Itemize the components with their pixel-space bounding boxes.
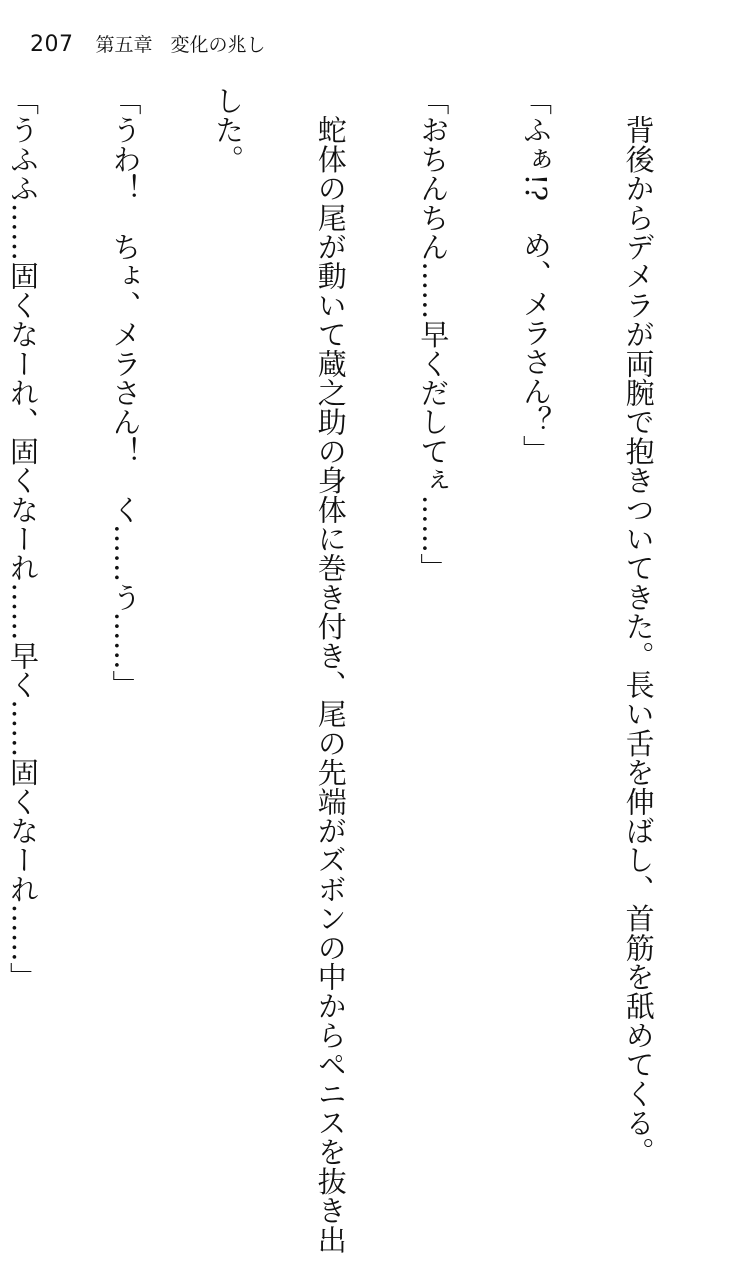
body-line: 蛇体の尾が動いて蔵之助の身体に巻き付き、尾の先端がズボンの中からペニスを抜き出 [313,86,348,1254]
page-number: 207 [30,32,74,57]
body-line: 「うふふ……固くなーれ、固くなーれ……早く……固くなーれ……」 [5,86,40,992]
page-header [30,30,266,60]
body-line: 「ふぁ!? め、メラさん？」 [518,86,553,465]
body-line: した。 [211,86,246,174]
body-line: 「うわ！ ちょ、メラさん！ く……う……」 [108,86,143,700]
vertical-text-block [5,86,724,1254]
chapter-number: 第五章 [95,34,153,56]
chapter-title: 変化の兆し [170,34,266,56]
body-line: 「おちんちん……早くだしてぇ……」 [416,86,451,583]
body-line: 背後からデメラが両腕で抱きついてきた。長い舌を伸ばし、首筋を舐めてくる。 [621,86,656,1167]
